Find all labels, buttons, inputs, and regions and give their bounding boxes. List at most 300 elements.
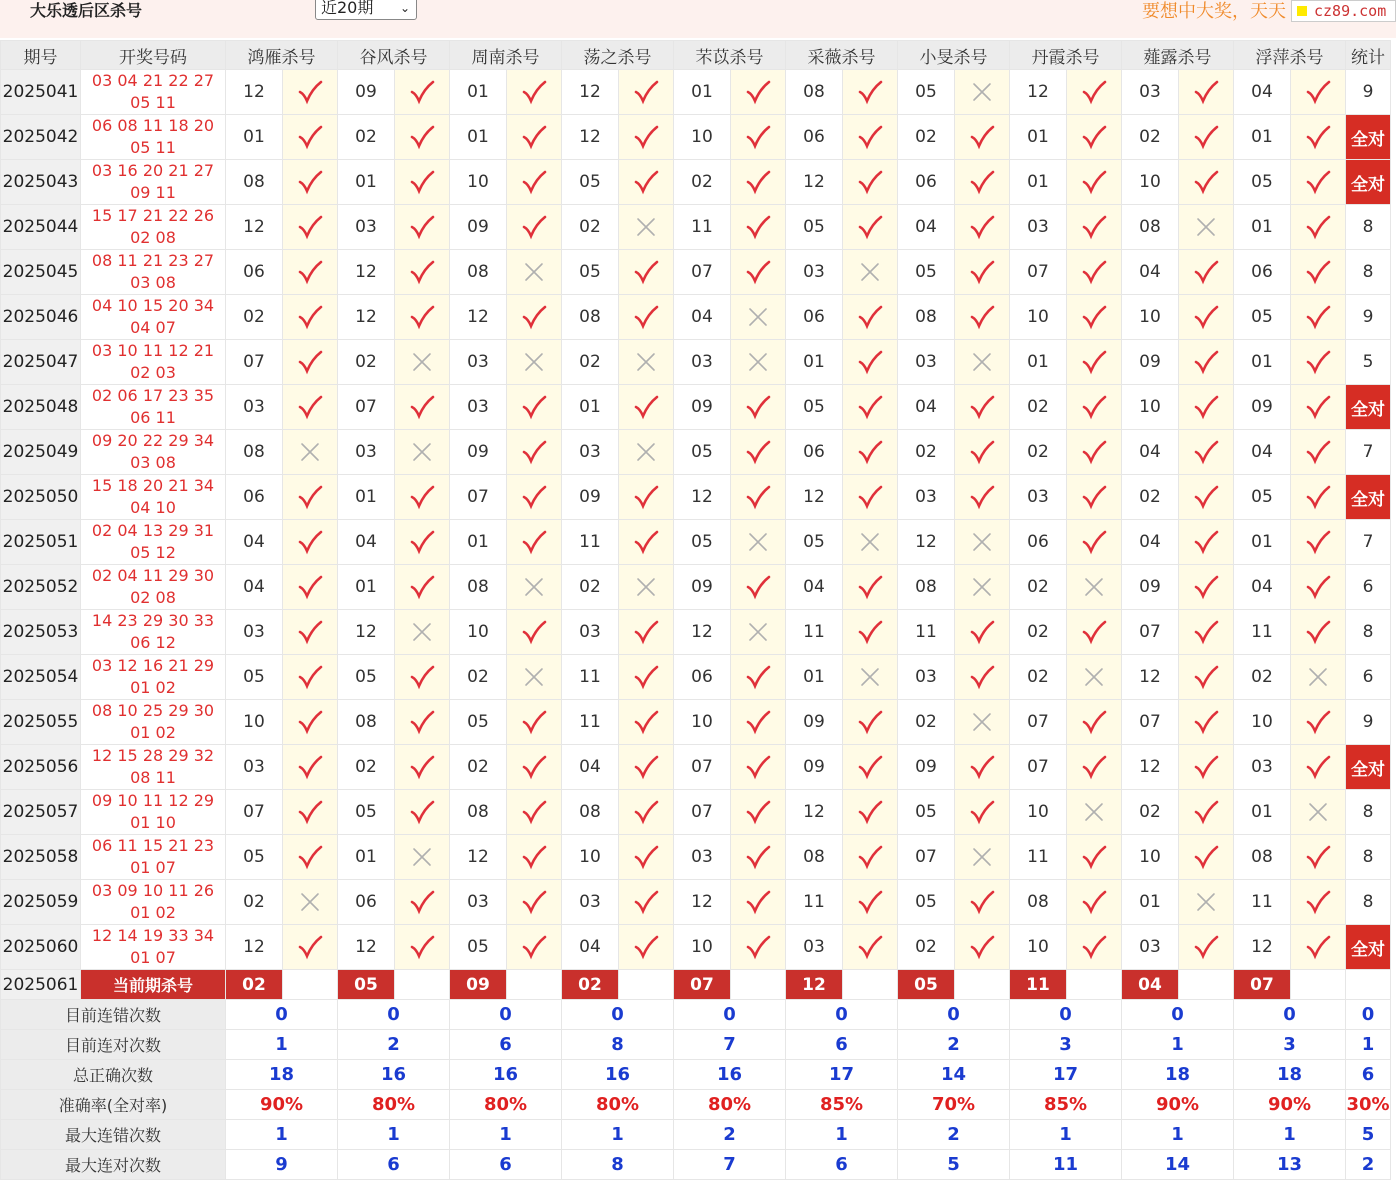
current-kill-label: 当前期杀号 [81, 970, 226, 1000]
draw-numbers [81, 340, 226, 385]
kill-number: 04 [1234, 430, 1291, 475]
draw-numbers [81, 385, 226, 430]
kill-number: 07 [1010, 250, 1067, 295]
result-mark [507, 610, 562, 655]
check-icon [1305, 889, 1331, 915]
front-numbers: 02 06 17 23 35 [91, 386, 215, 405]
col-header-expert[interactable]: 谷风杀号 [338, 41, 450, 70]
issue-number: 2025055 [1, 700, 81, 745]
result-mark [395, 340, 450, 385]
draw-numbers [81, 700, 226, 745]
cross-icon [969, 529, 995, 555]
check-icon [1305, 529, 1331, 555]
summary-row [1, 1060, 1391, 1090]
result-mark [507, 250, 562, 295]
cross-icon [745, 304, 771, 330]
kill-number: 07 [450, 475, 507, 520]
result-mark [395, 115, 450, 160]
col-header-stat: 统计 [1346, 41, 1391, 70]
table-row [1, 700, 1391, 745]
summary-value: 0 [450, 1000, 562, 1030]
result-mark [619, 610, 674, 655]
marquee-text: 要想中大奖，天天 [1142, 1, 1286, 22]
kill-number: 12 [674, 880, 731, 925]
kill-number: 05 [898, 880, 955, 925]
summary-value: 6 [786, 1150, 898, 1180]
result-mark [843, 475, 898, 520]
check-icon [409, 934, 435, 960]
kill-number: 08 [1234, 835, 1291, 880]
summary-value: 8 [562, 1150, 674, 1180]
check-icon [521, 214, 547, 240]
result-mark [395, 655, 450, 700]
check-icon [297, 484, 323, 510]
summary-label: 目前连对次数 [1, 1030, 226, 1060]
table-row [1, 790, 1391, 835]
kill-number: 03 [450, 385, 507, 430]
check-icon [297, 259, 323, 285]
summary-value: 14 [898, 1060, 1010, 1090]
result-mark [731, 475, 786, 520]
check-icon [1193, 169, 1219, 195]
kill-number: 03 [1234, 745, 1291, 790]
draw-numbers [81, 565, 226, 610]
draw-numbers [81, 115, 226, 160]
result-mark [955, 70, 1010, 115]
result-mark [955, 295, 1010, 340]
result-mark [731, 790, 786, 835]
summary-row [1, 1090, 1391, 1120]
check-icon [633, 529, 659, 555]
result-mark [283, 835, 338, 880]
check-icon [1193, 124, 1219, 150]
draw-numbers [81, 655, 226, 700]
summary-stat: 1 [1346, 1030, 1391, 1060]
check-icon [521, 709, 547, 735]
kill-number: 01 [226, 115, 283, 160]
summary-value: 13 [1234, 1150, 1346, 1180]
check-icon [857, 484, 883, 510]
check-icon [969, 124, 995, 150]
check-icon [1081, 304, 1107, 330]
result-mark [955, 835, 1010, 880]
summary-rows [1, 1000, 1391, 1180]
result-mark [283, 430, 338, 475]
kill-number: 12 [338, 610, 395, 655]
kill-number: 04 [562, 925, 619, 970]
cross-icon [409, 349, 435, 375]
current-kill-number: 02 [226, 970, 283, 1000]
col-header-expert[interactable]: 薤露杀号 [1122, 41, 1234, 70]
cross-icon [745, 529, 771, 555]
result-mark [283, 115, 338, 160]
summary-value: 16 [450, 1060, 562, 1090]
check-icon [1193, 484, 1219, 510]
front-numbers: 08 11 21 23 27 [91, 251, 215, 270]
kill-number: 12 [226, 925, 283, 970]
result-mark [731, 160, 786, 205]
result-mark [955, 250, 1010, 295]
col-header-expert[interactable]: 周南杀号 [450, 41, 562, 70]
back-numbers: 01 07 [130, 948, 176, 967]
back-numbers: 06 11 [130, 408, 176, 427]
summary-stat: 30% [1346, 1090, 1391, 1120]
result-mark [1179, 340, 1234, 385]
check-icon [1305, 169, 1331, 195]
check-icon [521, 124, 547, 150]
kill-number: 08 [786, 835, 843, 880]
row-stat: 7 [1346, 520, 1391, 565]
kill-number: 10 [674, 115, 731, 160]
summary-value: 1 [226, 1120, 338, 1150]
col-header-expert[interactable]: 小旻杀号 [898, 41, 1010, 70]
kill-number: 01 [1010, 160, 1067, 205]
row-stat: 全对 [1346, 385, 1391, 430]
result-mark [619, 880, 674, 925]
kill-number: 12 [1010, 70, 1067, 115]
result-mark [731, 295, 786, 340]
summary-value: 1 [450, 1120, 562, 1150]
check-icon [969, 169, 995, 195]
summary-value: 2 [338, 1030, 450, 1060]
check-icon [521, 934, 547, 960]
kill-number: 05 [674, 520, 731, 565]
check-icon [297, 574, 323, 600]
result-mark [619, 835, 674, 880]
check-icon [409, 394, 435, 420]
row-stat: 8 [1346, 250, 1391, 295]
table-row [1, 160, 1391, 205]
row-stat: 8 [1346, 880, 1391, 925]
result-mark [843, 385, 898, 430]
result-mark [1067, 790, 1122, 835]
cross-icon [409, 439, 435, 465]
draw-rows [1, 70, 1391, 970]
table-row [1, 925, 1391, 970]
result-mark [619, 295, 674, 340]
result-mark [1067, 205, 1122, 250]
kill-number: 12 [674, 475, 731, 520]
table-row [1, 565, 1391, 610]
front-numbers: 03 10 11 12 21 [91, 341, 215, 360]
col-header-expert[interactable]: 丹霞杀号 [1010, 41, 1122, 70]
kill-number: 02 [1122, 115, 1179, 160]
result-mark [843, 880, 898, 925]
result-mark [283, 745, 338, 790]
summary-value: 1 [226, 1030, 338, 1060]
check-icon [969, 439, 995, 465]
result-mark [955, 790, 1010, 835]
check-icon [1193, 934, 1219, 960]
result-mark [283, 340, 338, 385]
result-mark [619, 655, 674, 700]
result-mark [395, 475, 450, 520]
site-badge[interactable] [1291, 0, 1396, 22]
check-icon [1081, 529, 1107, 555]
kill-number: 09 [450, 205, 507, 250]
summary-value: 6 [450, 1150, 562, 1180]
check-icon [1193, 304, 1219, 330]
summary-value: 80% [674, 1090, 786, 1120]
col-header-expert[interactable]: 芣苡杀号 [674, 41, 786, 70]
check-icon [409, 214, 435, 240]
kill-number: 06 [898, 160, 955, 205]
result-mark [507, 925, 562, 970]
result-mark [619, 340, 674, 385]
kill-number: 10 [1010, 925, 1067, 970]
kill-number: 03 [786, 925, 843, 970]
cross-icon [1305, 664, 1331, 690]
kill-number: 08 [786, 70, 843, 115]
kill-number: 10 [1122, 385, 1179, 430]
kill-number: 05 [1234, 295, 1291, 340]
check-icon [969, 664, 995, 690]
result-mark [843, 700, 898, 745]
result-mark [731, 565, 786, 610]
cross-icon [633, 214, 659, 240]
issue-number: 2025054 [1, 655, 81, 700]
kill-number: 12 [450, 295, 507, 340]
check-icon [1081, 169, 1107, 195]
check-icon [521, 889, 547, 915]
summary-value: 0 [1234, 1000, 1346, 1030]
col-header-numbers: 开奖号码 [81, 41, 226, 70]
kill-number: 01 [1234, 790, 1291, 835]
kill-number: 02 [226, 880, 283, 925]
check-icon [521, 304, 547, 330]
cross-icon [633, 439, 659, 465]
check-icon [1305, 484, 1331, 510]
result-mark [1179, 70, 1234, 115]
kill-number: 06 [226, 475, 283, 520]
check-icon [1305, 619, 1331, 645]
front-numbers: 15 18 20 21 34 [91, 476, 215, 495]
summary-value: 9 [226, 1150, 338, 1180]
result-mark [1067, 250, 1122, 295]
back-numbers: 01 10 [130, 813, 176, 832]
result-mark [507, 295, 562, 340]
result-mark [1291, 295, 1346, 340]
period-select[interactable] [315, 0, 417, 20]
result-mark [395, 745, 450, 790]
row-stat: 8 [1346, 835, 1391, 880]
summary-value: 1 [562, 1120, 674, 1150]
kill-number: 03 [450, 880, 507, 925]
check-icon [521, 799, 547, 825]
check-icon [969, 799, 995, 825]
issue-number: 2025053 [1, 610, 81, 655]
summary-stat: 6 [1346, 1060, 1391, 1090]
issue-number: 2025044 [1, 205, 81, 250]
current-kill-number: 07 [1234, 970, 1291, 1000]
issue-number: 2025045 [1, 250, 81, 295]
result-mark [955, 385, 1010, 430]
result-mark [1291, 250, 1346, 295]
result-mark [283, 520, 338, 565]
result-mark [283, 880, 338, 925]
col-header-expert[interactable]: 浮萍杀号 [1234, 41, 1346, 70]
check-icon [1193, 394, 1219, 420]
result-mark [731, 250, 786, 295]
check-icon [1305, 574, 1331, 600]
summary-value: 16 [338, 1060, 450, 1090]
cross-icon [521, 664, 547, 690]
kill-number: 02 [562, 205, 619, 250]
check-icon [1193, 754, 1219, 780]
result-mark [843, 430, 898, 475]
kill-number: 09 [450, 430, 507, 475]
kill-number: 11 [898, 610, 955, 655]
result-mark [283, 610, 338, 655]
result-mark [619, 160, 674, 205]
check-icon [857, 349, 883, 375]
kill-number: 12 [338, 250, 395, 295]
kill-number: 02 [1010, 385, 1067, 430]
issue-number: 2025058 [1, 835, 81, 880]
issue-number: 2025049 [1, 430, 81, 475]
summary-value: 0 [1122, 1000, 1234, 1030]
check-icon [521, 394, 547, 420]
page-title: 大乐透后区杀号 [30, 1, 143, 20]
result-mark [1179, 565, 1234, 610]
result-mark [955, 745, 1010, 790]
check-icon [745, 79, 771, 105]
check-icon [857, 169, 883, 195]
summary-row [1, 1120, 1391, 1150]
check-icon [297, 214, 323, 240]
kill-number: 02 [450, 655, 507, 700]
table-row [1, 430, 1391, 475]
result-mark [619, 520, 674, 565]
result-mark [1291, 880, 1346, 925]
kill-number: 02 [1122, 790, 1179, 835]
summary-row [1, 1000, 1391, 1030]
kill-number: 09 [898, 745, 955, 790]
summary-value: 6 [786, 1030, 898, 1060]
check-icon [409, 124, 435, 150]
front-numbers: 06 08 11 18 20 [91, 116, 215, 135]
kill-number: 04 [674, 295, 731, 340]
result-mark [843, 340, 898, 385]
check-icon [1081, 394, 1107, 420]
cross-icon [969, 349, 995, 375]
check-icon [745, 889, 771, 915]
result-mark [395, 925, 450, 970]
result-mark [955, 160, 1010, 205]
table-row [1, 745, 1391, 790]
result-mark [843, 925, 898, 970]
result-mark [843, 250, 898, 295]
result-mark [1179, 205, 1234, 250]
result-mark [395, 70, 450, 115]
kill-number: 07 [674, 250, 731, 295]
row-stat: 5 [1346, 340, 1391, 385]
kill-number: 05 [1234, 475, 1291, 520]
kill-number: 04 [898, 385, 955, 430]
result-mark [395, 520, 450, 565]
col-header-expert[interactable]: 采薇杀号 [786, 41, 898, 70]
summary-label: 准确率(全对率) [1, 1090, 226, 1120]
check-icon [1081, 214, 1107, 240]
summary-value: 18 [1122, 1060, 1234, 1090]
check-icon [633, 79, 659, 105]
result-mark [955, 475, 1010, 520]
check-icon [1305, 439, 1331, 465]
kill-number: 10 [226, 700, 283, 745]
check-icon [297, 754, 323, 780]
check-icon [1305, 709, 1331, 735]
check-icon [1081, 79, 1107, 105]
col-header-expert[interactable]: 鸿雁杀号 [226, 41, 338, 70]
result-mark [1291, 430, 1346, 475]
kill-number: 12 [898, 520, 955, 565]
check-icon [297, 124, 323, 150]
kill-number: 06 [226, 250, 283, 295]
result-mark [507, 205, 562, 250]
check-icon [1305, 754, 1331, 780]
kill-number: 09 [786, 745, 843, 790]
draw-numbers [81, 880, 226, 925]
table-row [1, 250, 1391, 295]
result-mark [731, 745, 786, 790]
table-row [1, 655, 1391, 700]
cross-icon [1081, 664, 1107, 690]
kill-number: 07 [1122, 610, 1179, 655]
check-icon [297, 79, 323, 105]
kill-number: 02 [898, 925, 955, 970]
issue-number: 2025059 [1, 880, 81, 925]
row-stat: 全对 [1346, 745, 1391, 790]
result-mark [843, 295, 898, 340]
cross-icon [521, 574, 547, 600]
result-mark [619, 925, 674, 970]
kill-number: 10 [1122, 160, 1179, 205]
kill-number: 02 [338, 340, 395, 385]
result-mark [1291, 520, 1346, 565]
check-icon [409, 484, 435, 510]
draw-numbers [81, 475, 226, 520]
back-numbers: 05 12 [130, 543, 176, 562]
check-icon [633, 304, 659, 330]
kill-number: 12 [562, 70, 619, 115]
kill-number: 11 [562, 520, 619, 565]
check-icon [857, 304, 883, 330]
kill-number: 03 [562, 610, 619, 655]
kill-number: 12 [1122, 655, 1179, 700]
current-kill-number: 09 [450, 970, 507, 1000]
check-icon [745, 574, 771, 600]
result-mark [1291, 115, 1346, 160]
kill-number: 01 [562, 385, 619, 430]
result-mark [507, 70, 562, 115]
row-stat: 7 [1346, 430, 1391, 475]
kill-number: 07 [898, 835, 955, 880]
check-icon [297, 169, 323, 195]
draw-numbers [81, 790, 226, 835]
issue-number: 2025052 [1, 565, 81, 610]
check-icon [1081, 619, 1107, 645]
kill-number: 12 [338, 925, 395, 970]
col-header-expert[interactable]: 荡之杀号 [562, 41, 674, 70]
result-mark [955, 655, 1010, 700]
result-mark [395, 250, 450, 295]
kill-number: 10 [562, 835, 619, 880]
kill-number: 12 [786, 790, 843, 835]
check-icon [297, 619, 323, 645]
current-kill-blank [619, 970, 674, 1000]
check-icon [857, 754, 883, 780]
check-icon [409, 754, 435, 780]
